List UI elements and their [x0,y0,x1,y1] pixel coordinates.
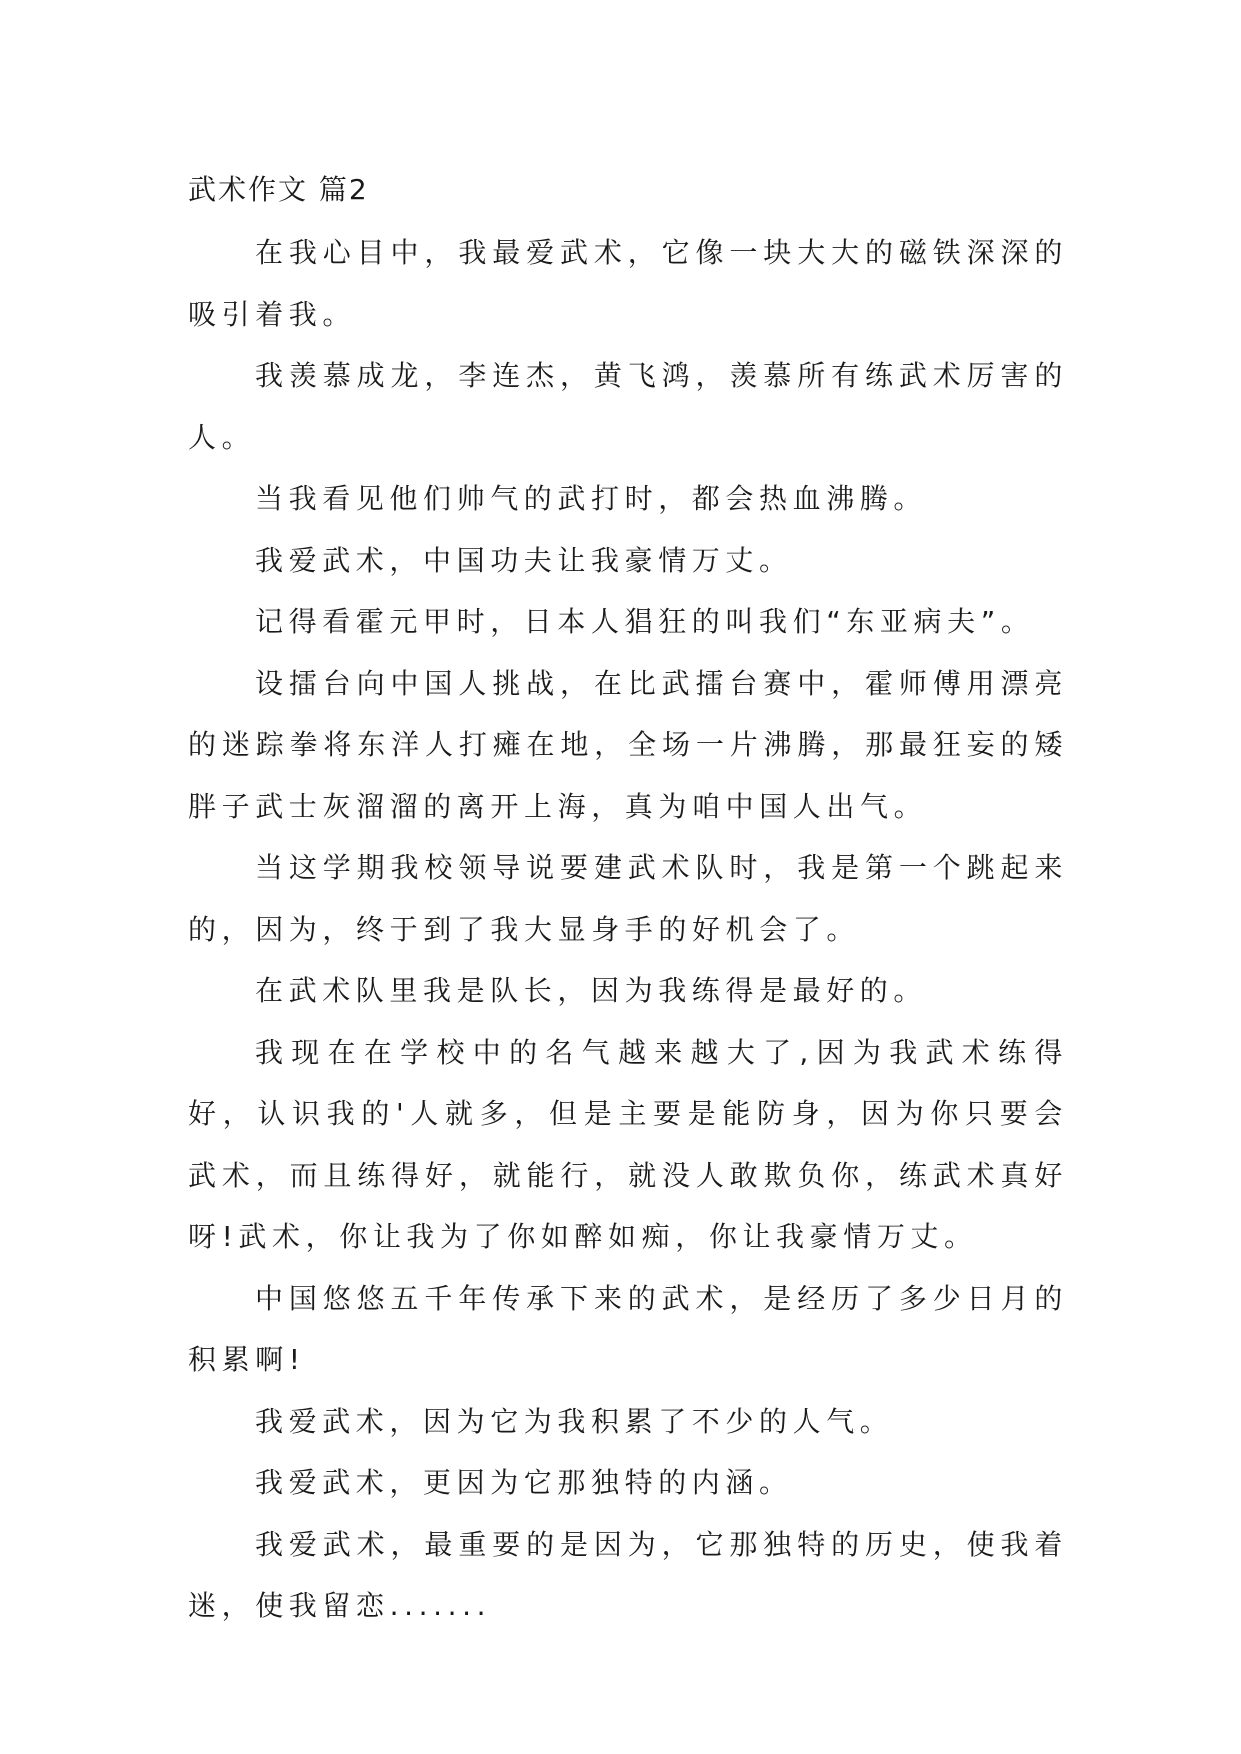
paragraph-1: 在我心目中，我最爱武术，它像一块大大的磁铁深深的吸引着我。 [188,236,1068,331]
document-body [188,158,1068,1637]
paragraph-12: 我爱武术，更因为它那独特的内涵。 [255,1466,793,1499]
paragraph-7: 当这学期我校领导说要建武术队时，我是第一个跳起来的，因为，终于到了我大显身手的好机会了。 [188,851,1068,946]
paragraph-2: 我羡慕成龙，李连杰，黄飞鸿，羡慕所有练武术厉害的人。 [188,359,1068,454]
paragraph-10: 中国悠悠五千年传承下来的武术，是经历了多少日月的积累啊! [188,1281,1068,1376]
document-title: 武术作文 篇2 [188,173,369,206]
paragraph-3: 当我看见他们帅气的武打时，都会热血沸腾。 [255,482,928,515]
paragraph-8: 在武术队里我是队长，因为我练得是最好的。 [255,974,928,1007]
paragraph-6: 设擂台向中国人挑战，在比武擂台赛中，霍师傅用漂亮的迷踪拳将东洋人打瘫在地，全场一片沸腾，那最狂妄的矮胖子武士灰溜溜的离开上海，真为咱中国人出气。 [188,666,1068,823]
paragraph-4: 我爱武术，中国功夫让我豪情万丈。 [255,543,793,577]
paragraph-9: 我现在在学校中的名气越来越大了,因为我武术练得好，认识我的'人就多，但是主要是能防身，因为你只要会武术，而且练得好，就能行，就没人敢欺负你，练武术真好呀!武术，你让我为了你如醉如痴，你让我豪情万丈。 [188,1035,1068,1253]
paragraph-5: 记得看霍元甲时，日本人猖狂的叫我们“东亚病夫”。 [255,605,1035,638]
paragraph-13: 我爱武术，最重要的是因为，它那独特的历史，使我着迷，使我留恋....... [188,1527,1068,1622]
paragraph-11: 我爱武术，因为它为我积累了不少的人气。 [255,1404,894,1438]
